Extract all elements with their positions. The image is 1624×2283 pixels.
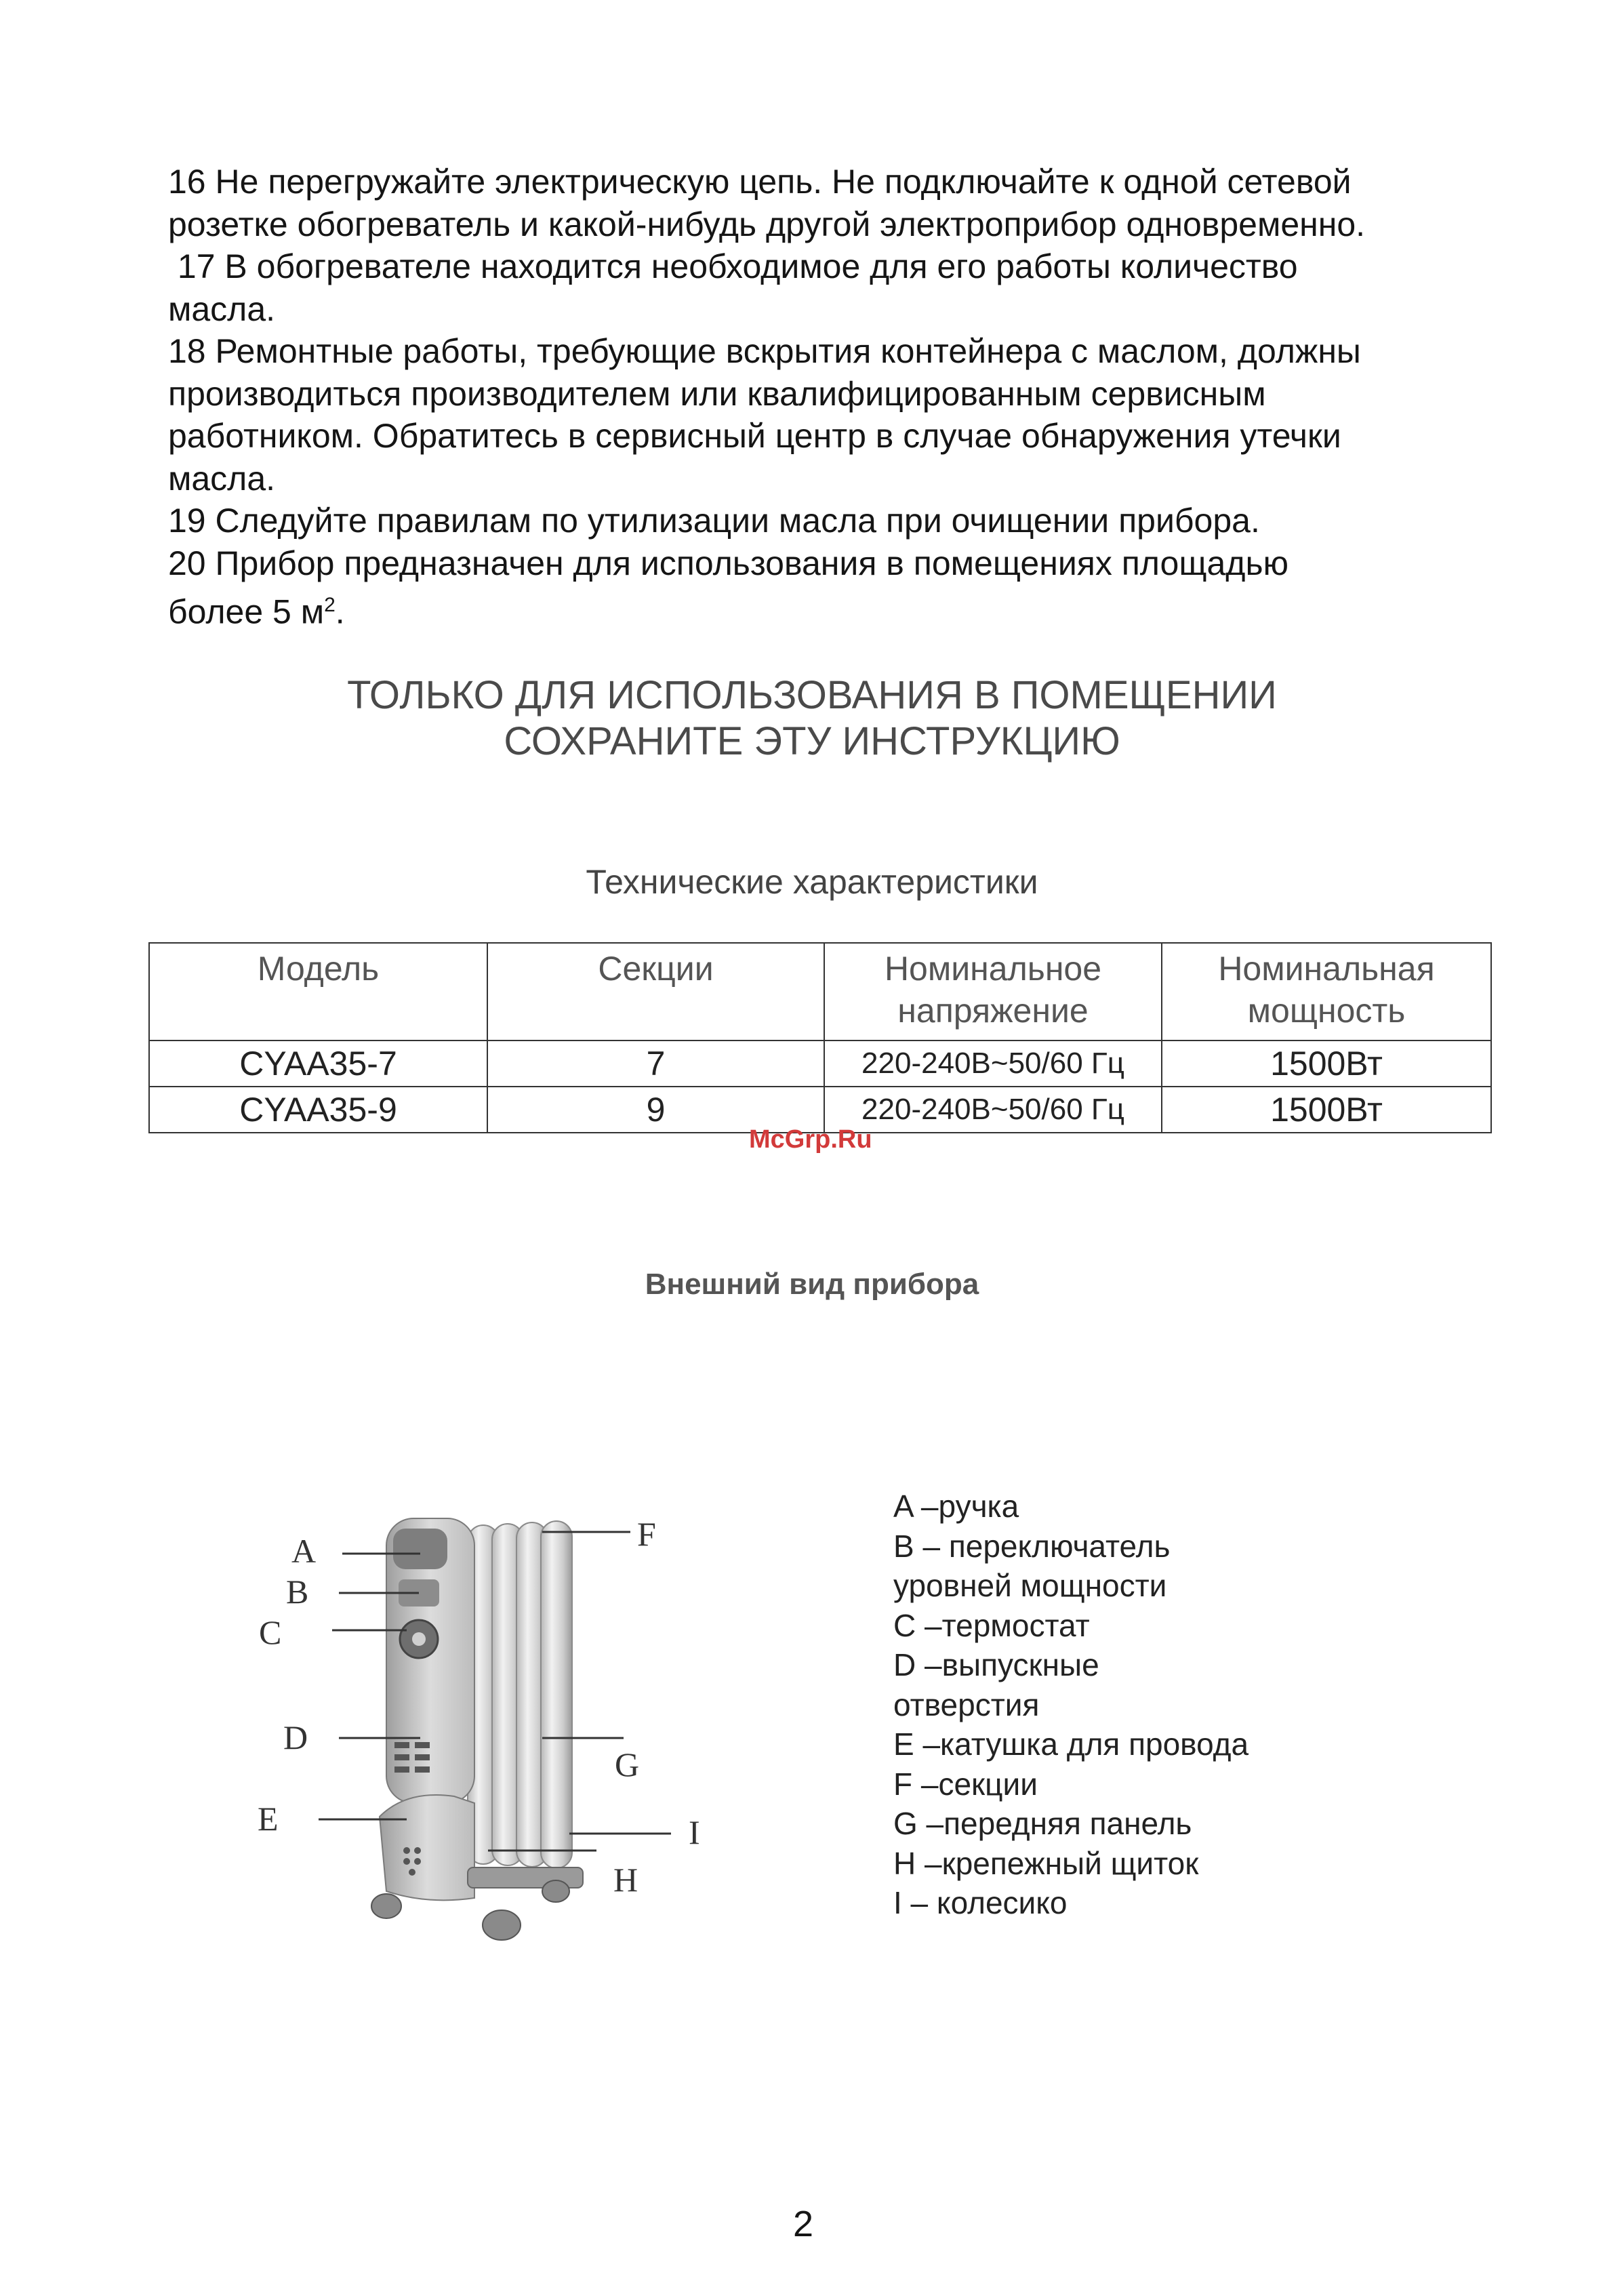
header-sections: [487, 943, 824, 1041]
heater-fins: [468, 1521, 572, 1868]
label-d: D: [283, 1718, 308, 1756]
heater-diagram: [244, 1491, 800, 1979]
legend-item: A –ручка: [893, 1489, 1019, 1524]
header-model: [149, 943, 487, 1041]
legend-item: C –термостат: [893, 1607, 1090, 1643]
area-superscript: 2: [324, 594, 336, 616]
table-cell: CYAA35-7: [149, 1041, 487, 1087]
label-b: B: [286, 1573, 309, 1611]
table-cell: 220-240В~50/60 Гц: [824, 1087, 1162, 1133]
vent-slot: [415, 1742, 430, 1748]
legend-item: H –крепежный щиток: [893, 1845, 1199, 1881]
header-voltage: [824, 943, 1162, 1041]
label-g: G: [615, 1745, 640, 1783]
handle: [393, 1529, 447, 1569]
legend-item: G –передняя панель: [893, 1806, 1192, 1841]
control-panel: [386, 1518, 474, 1803]
safety-text: [168, 161, 1517, 633]
vent-slot: [394, 1766, 409, 1773]
text-line: 19 Следуйте правилам по утилизации масла при очищении прибора.: [168, 502, 1260, 540]
table-cell: 1500Вт: [1162, 1087, 1491, 1133]
table-header-row: [149, 943, 1491, 1041]
cord-dot: [414, 1847, 421, 1854]
table-cell: CYAA35-9: [149, 1087, 487, 1133]
heading-line-2: СОХРАНИТЕ ЭТУ ИНСТРУКЦИЮ: [504, 719, 1120, 763]
fin: [541, 1521, 572, 1868]
table-cell: 220-240В~50/60 Гц: [824, 1041, 1162, 1087]
area-suffix: .: [335, 592, 345, 631]
text-line: 20 Прибор предназначен для использования в помещениях площадью: [168, 544, 1289, 582]
vent-slot: [415, 1766, 430, 1773]
label-a: A: [291, 1532, 317, 1570]
label-c: C: [259, 1613, 282, 1651]
text-line: 16 Не перегружайте электрическую цепь. Не подключайте к одной сетевой: [168, 163, 1352, 201]
legend-item: отверстия: [893, 1686, 1040, 1722]
specs-table: [148, 942, 1492, 1133]
cord-wrap: [380, 1795, 474, 1900]
wheel: [371, 1894, 401, 1918]
vent-slot: [415, 1754, 430, 1760]
specs-title: Технические характеристики: [586, 863, 1038, 901]
heading-line-1: ТОЛЬКО ДЛЯ ИСПОЛЬЗОВАНИЯ В ПОМЕЩЕНИИ: [347, 673, 1277, 717]
label-e: E: [258, 1800, 279, 1838]
vent-slot: [394, 1754, 409, 1760]
label-h: H: [613, 1861, 638, 1899]
page-number: 2: [793, 2204, 814, 2244]
header-power: [1162, 943, 1491, 1041]
header-text: Модель: [257, 950, 380, 988]
text-line: 18 Ремонтные работы, требующие вскрытия контейнера с маслом, должны: [168, 332, 1361, 370]
area-text: более 5 м: [168, 592, 325, 631]
header-text: Секции: [598, 950, 714, 988]
cord-dot: [414, 1858, 421, 1865]
text-line: масла.: [168, 459, 276, 498]
text-line-area: [168, 584, 1517, 633]
table-cell: 9: [487, 1087, 824, 1133]
header-text: Номинальное: [884, 950, 1102, 988]
cord-dot: [409, 1869, 415, 1876]
vent-slot: [394, 1742, 409, 1748]
legend-item: I – колесико: [893, 1885, 1068, 1920]
parts-legend: [893, 1487, 1249, 1923]
legend-item: D –выпускные: [893, 1647, 1099, 1682]
indoor-use-heading: [0, 672, 1624, 765]
watermark: McGrp.Ru: [749, 1125, 872, 1154]
header-text: напряжение: [897, 992, 1089, 1030]
legend-item: B – переключатель: [893, 1528, 1171, 1564]
cord-dot: [403, 1847, 410, 1854]
text-line: розетке обогреватель и какой-нибудь другой электроприбор одновременно.: [168, 205, 1366, 243]
text-line: производиться производителем или квалифицированным сервисным: [168, 374, 1266, 413]
label-f: F: [637, 1515, 656, 1553]
label-i: I: [689, 1813, 700, 1851]
header-text: Номинальная: [1218, 950, 1435, 988]
text-line: 17 В обогревателе находится необходимое для его работы количество: [168, 247, 1298, 285]
table-row: [149, 1041, 1491, 1087]
header-text: мощность: [1247, 992, 1406, 1030]
text-line: работником. Обратитесь в сервисный центр в случае обнаружения утечки: [168, 417, 1341, 455]
wheel: [483, 1910, 521, 1940]
cord-dot: [403, 1858, 410, 1865]
appearance-title: Внешний вид прибора: [645, 1268, 979, 1301]
legend-item: F –секции: [893, 1766, 1038, 1802]
thermostat-knob-center: [412, 1632, 426, 1646]
table-cell: 1500Вт: [1162, 1041, 1491, 1087]
table-cell: 7: [487, 1041, 824, 1087]
legend-item: уровней мощности: [893, 1568, 1167, 1603]
text-line: масла.: [168, 289, 276, 328]
legend-item: E –катушка для провода: [893, 1726, 1249, 1762]
wheel: [542, 1880, 569, 1902]
